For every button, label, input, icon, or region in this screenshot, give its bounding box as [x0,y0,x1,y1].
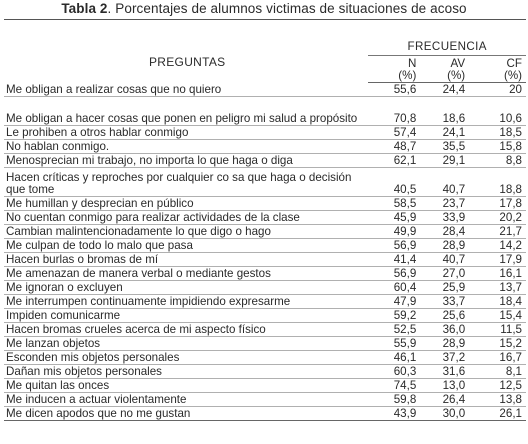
table-row [4,281,526,295]
question-cell: Menosprecian mi trabajo, no importa lo que haga o diga [4,154,368,168]
av-cell: 28,4 [418,225,467,239]
col-n-unit: (%) [398,69,417,82]
table-row [4,154,526,168]
av-cell: 40,7 [418,253,467,267]
table-row [4,295,526,309]
question-cell: Me quitan las onces [4,379,368,393]
question-cell: Me lanzan objetos [4,337,368,351]
av-cell: 33,9 [418,211,467,225]
n-cell: 60,3 [368,365,418,379]
av-cell: 18,6 [418,97,467,126]
col-av-header [418,56,467,83]
question-cell: Me amenazan de manera verbal o mediante gestos [4,267,368,281]
av-cell: 36,0 [418,323,467,337]
cf-cell: 13,8 [467,393,526,407]
cf-cell: 21,7 [467,225,526,239]
col-av-unit: (%) [447,69,466,82]
n-cell: 52,5 [368,323,418,337]
n-cell: 45,9 [368,211,418,225]
n-cell: 49,9 [368,225,418,239]
cf-cell: 16,1 [467,267,526,281]
cf-cell: 18,8 [467,168,526,197]
table-row [4,197,526,211]
av-cell: 33,7 [418,295,467,309]
cf-cell: 8,8 [467,154,526,168]
table-row [4,97,526,126]
table-caption [0,1,528,16]
table-caption-label: Tabla 2 [61,1,108,16]
av-cell: 26,4 [418,393,467,407]
question-cell: Me interrumpen continuamente impidiendo expresarme [4,295,368,309]
cf-cell: 10,6 [467,97,526,126]
question-cell: Le prohiben a otros hablar conmigo [4,126,368,140]
n-cell: 43,9 [368,407,418,421]
question-cell: Hacen críticas y reproches por cualquier co sa que haga o decisión que tome [4,168,368,197]
av-cell: 31,6 [418,365,467,379]
cf-cell: 11,5 [467,323,526,337]
cf-cell: 8,1 [467,365,526,379]
cf-cell: 18,4 [467,295,526,309]
n-cell: 74,5 [368,379,418,393]
cf-cell: 26,1 [467,407,526,421]
cf-cell: 20,2 [467,211,526,225]
n-cell: 48,7 [368,140,418,154]
n-cell: 55,9 [368,337,418,351]
cf-cell: 17,9 [467,253,526,267]
col-n-label: N [407,57,417,70]
av-cell: 24,4 [418,83,467,97]
question-cell: Me obligan a hacer cosas que ponen en peligro mi salud a propósito [4,97,368,126]
table-body [4,83,526,421]
cf-cell: 14,2 [467,239,526,253]
av-cell: 27,0 [418,267,467,281]
cf-cell: 20 [467,83,526,97]
av-cell: 13,0 [418,379,467,393]
table-row [4,365,526,379]
av-cell: 37,2 [418,351,467,365]
av-cell: 28,9 [418,239,467,253]
question-cell: Me culpan de todo lo malo que pasa [4,239,368,253]
col-cf-unit: (%) [503,69,522,82]
table-row [4,211,526,225]
table-row [4,140,526,154]
question-cell: Hacen burlas o bromas de mí [4,253,368,267]
av-cell: 23,7 [418,197,467,211]
table-row [4,309,526,323]
question-cell: Me obligan a realizar cosas que no quiero [4,83,368,97]
n-cell: 58,5 [368,197,418,211]
question-cell: No cuentan conmigo para realizar actividades de la clase [4,211,368,225]
av-cell: 30,0 [418,407,467,421]
cf-cell: 17,8 [467,197,526,211]
table-row [4,253,526,267]
table-row [4,267,526,281]
n-cell: 60,4 [368,281,418,295]
table-row [4,225,526,239]
col-av-label: AV [450,57,466,70]
cf-cell: 15,4 [467,309,526,323]
question-cell: Esconden mis objetos personales [4,351,368,365]
n-cell: 59,2 [368,309,418,323]
n-cell: 55,6 [368,83,418,97]
n-cell: 70,8 [368,97,418,126]
table-row [4,407,526,421]
question-cell: Cambian malintencionadamente lo que digo o hago [4,225,368,239]
av-cell: 40,7 [418,168,467,197]
table-row [4,379,526,393]
question-cell: Dañan mis objetos personales [4,365,368,379]
n-cell: 40,5 [368,168,418,197]
table-caption-text: . Porcentajes de alumnos victimas de situaciones de acoso [107,1,467,16]
av-cell: 25,9 [418,281,467,295]
cf-cell: 16,7 [467,351,526,365]
table-row [4,168,526,197]
question-cell: Me ignoran o excluyen [4,281,368,295]
n-cell: 56,9 [368,267,418,281]
n-cell: 56,9 [368,239,418,253]
cf-cell: 18,5 [467,126,526,140]
av-cell: 24,1 [418,126,467,140]
question-cell: Hacen bromas crueles acerca de mi aspecto físico [4,323,368,337]
results-table [4,20,526,421]
question-cell: Impiden comunicarme [4,309,368,323]
av-cell: 35,5 [418,140,467,154]
cf-cell: 12,5 [467,379,526,393]
av-cell: 25,6 [418,309,467,323]
av-cell: 29,1 [418,154,467,168]
table-row [4,126,526,140]
question-cell: Me dicen apodos que no me gustan [4,407,368,421]
n-cell: 41,4 [368,253,418,267]
col-n-header [368,56,418,83]
n-cell: 57,4 [368,126,418,140]
question-cell: No hablan conmigo. [4,140,368,154]
table-row [4,83,526,97]
frequency-header: FRECUENCIA [368,20,526,56]
question-cell: Me inducen a actuar violentamente [4,393,368,407]
header-row-top [4,20,526,56]
col-cf-header [467,56,526,83]
table-row [4,337,526,351]
cf-cell: 15,8 [467,140,526,154]
table-row [4,239,526,253]
table-row [4,393,526,407]
n-cell: 59,8 [368,393,418,407]
n-cell: 47,9 [368,295,418,309]
table-row [4,323,526,337]
cf-cell: 15,2 [467,337,526,351]
av-cell: 28,9 [418,337,467,351]
col-cf-label: CF [506,57,522,70]
cf-cell: 13,7 [467,281,526,295]
question-cell: Me humillan y desprecian en público [4,197,368,211]
questions-header: PREGUNTAS [148,55,226,70]
n-cell: 46,1 [368,351,418,365]
n-cell: 62,1 [368,154,418,168]
table-row [4,351,526,365]
